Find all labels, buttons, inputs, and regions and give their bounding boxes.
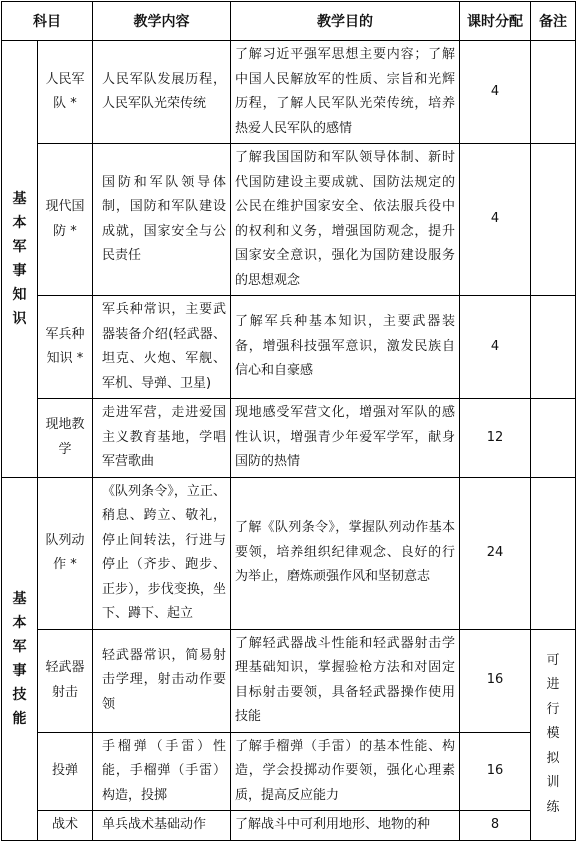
content-cell: 国防和军队领导体制，国防和军队建设成就，国家安全与公民责任 — [93, 144, 231, 296]
goal-cell: 了解我国国防和军队领导体制、新时代国防建设主要成就、国防法规定的公民在维护国家安全、依法服兵役中的权利和义务，增强国防观念，提升国家安全意识，强化为国防建设服务的思想观念 — [231, 144, 460, 296]
category-military-skills: 基 本 军 事 技 能 — [2, 477, 38, 840]
subject-cell: 军兵种知识 * — [38, 296, 93, 399]
goal-cell: 了解《队列条令》，掌握队列动作基本要领，培养组织纪律观念、良好的行为举止，磨炼顽强作风和坚韧意志 — [231, 477, 460, 629]
hours-cell: 12 — [460, 399, 531, 478]
category-military-knowledge: 基 本 军 事 知 识 — [2, 41, 38, 478]
header-subject: 科目 — [2, 2, 93, 41]
table-row — [2, 811, 576, 841]
header-goal: 教学目的 — [231, 2, 460, 41]
content-cell: 单兵战术基础动作 — [93, 811, 231, 841]
hours-cell: 24 — [460, 477, 531, 629]
content-cell: 军兵种常识，主要武器装备介绍(轻武器、坦克、火炮、军舰、军机、导弹、卫星) — [93, 296, 231, 399]
subject-cell: 现代国防 * — [38, 144, 93, 296]
subject-cell: 队列动作 * — [38, 477, 93, 629]
header-content: 教学内容 — [93, 2, 231, 41]
subject-cell: 投弹 — [38, 732, 93, 811]
curriculum-table — [1, 1, 576, 841]
subject-cell: 人民军队 * — [38, 41, 93, 144]
content-cell: 人民军队发展历程，人民军队光荣传统 — [93, 41, 231, 144]
goal-cell: 了解手榴弹（手雷）的基本性能、构造，学会投掷动作要领，强化心理素质，提高反应能力 — [231, 732, 460, 811]
header-hours: 课时分配 — [460, 2, 531, 41]
note-cell-empty — [531, 477, 576, 629]
note-cell-empty — [531, 399, 576, 478]
subject-cell: 现地教学 — [38, 399, 93, 478]
table-row — [2, 296, 576, 399]
goal-cell: 现地感受军营文化，增强对军队的感性认识，增强青少年爱军学军，献身国防的热情 — [231, 399, 460, 478]
content-cell: 走进军营，走进爱国主义教育基地，学唱军营歌曲 — [93, 399, 231, 478]
content-cell: 《队列条令》，立正、稍息、跨立、敬礼，停止间转法，行进与停止（齐步、跑步、正步），步伐变换，坐下、蹲下、起立 — [93, 477, 231, 629]
content-cell: 手榴弹（手雷）性能，手榴弹（手雷）构造，投掷 — [93, 732, 231, 811]
goal-cell: 了解习近平强军思想主要内容；了解中国人民解放军的性质、宗旨和光辉历程，了解人民军队光荣传统，培养热爱人民军队的感情 — [231, 41, 460, 144]
goal-cell: 了解战斗中可利用地形、地物的种 — [231, 811, 460, 841]
hours-cell: 4 — [460, 41, 531, 144]
header-row — [2, 2, 576, 41]
hours-cell: 4 — [460, 296, 531, 399]
table-row — [2, 732, 576, 811]
hours-cell: 16 — [460, 629, 531, 732]
table-row — [2, 399, 576, 478]
content-cell: 轻武器常识，简易射击学理，射击动作要领 — [93, 629, 231, 732]
header-note: 备注 — [531, 2, 576, 41]
goal-cell: 了解军兵种基本知识，主要武器装备，增强科技强军意识，激发民族自信心和自豪感 — [231, 296, 460, 399]
table-row — [2, 477, 576, 629]
hours-cell: 8 — [460, 811, 531, 841]
table-row — [2, 629, 576, 732]
goal-cell: 了解轻武器战斗性能和轻武器射击学理基础知识，掌握验枪方法和对固定目标射击要领，具备轻武器操作使用技能 — [231, 629, 460, 732]
table-row — [2, 144, 576, 296]
hours-cell: 16 — [460, 732, 531, 811]
subject-cell: 战术 — [38, 811, 93, 841]
subject-cell: 轻武器射击 — [38, 629, 93, 732]
note-cell-empty — [531, 296, 576, 399]
note-cell-empty — [531, 144, 576, 296]
note-cell-empty — [531, 41, 576, 144]
table-row — [2, 41, 576, 144]
note-cell: 可进行模拟训练 — [531, 629, 576, 840]
hours-cell: 4 — [460, 144, 531, 296]
